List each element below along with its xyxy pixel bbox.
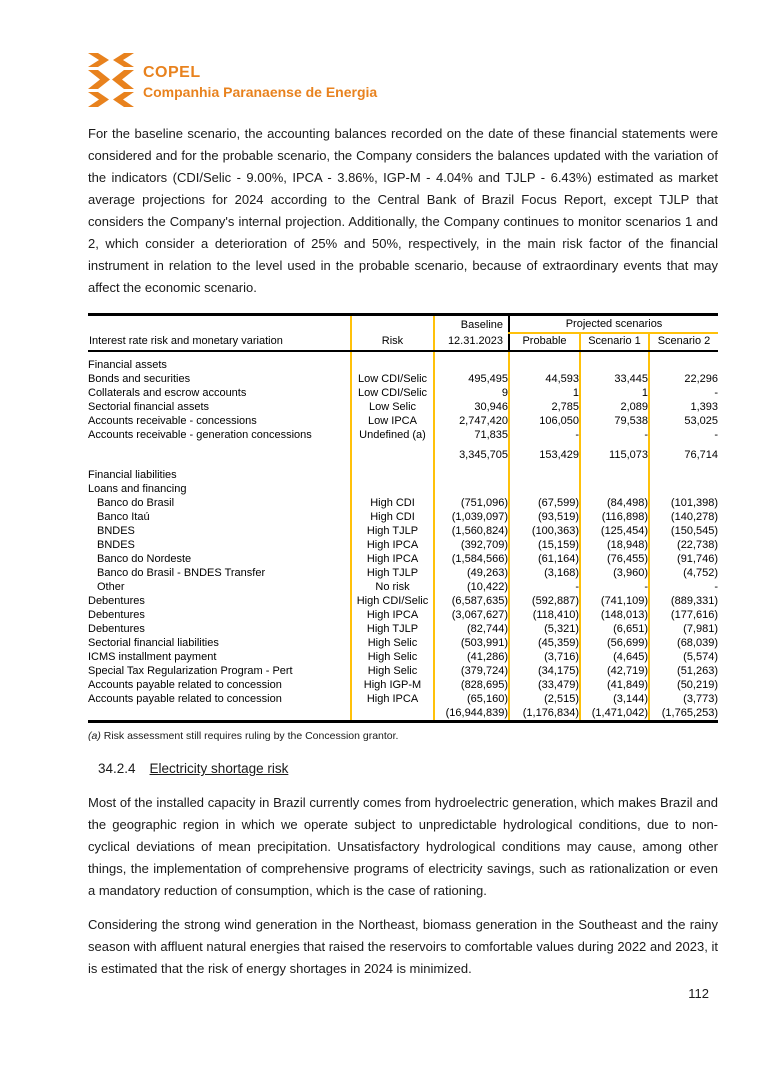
row-risk: Low IPCA xyxy=(351,414,434,428)
table-row xyxy=(88,706,718,722)
row-baseline-value xyxy=(434,462,509,482)
row-baseline-value: (503,991) xyxy=(434,636,509,650)
row-scenario1-value: (3,960) xyxy=(580,566,649,580)
row-baseline-value: (16,944,839) xyxy=(434,706,509,722)
row-label: Accounts payable related to concession xyxy=(88,693,282,705)
table-row xyxy=(88,650,718,664)
row-scenario1-value: 1 xyxy=(580,386,649,400)
row-scenario1-value: (18,948) xyxy=(580,538,649,552)
row-scenario1-value: (125,454) xyxy=(580,524,649,538)
row-probable-value: (61,164) xyxy=(509,552,580,566)
row-risk: Low CDI/Selic xyxy=(351,386,434,400)
table-row xyxy=(88,622,718,636)
row-risk xyxy=(351,351,434,372)
row-probable-value xyxy=(509,482,580,496)
row-label: Loans and financing xyxy=(88,483,187,495)
row-probable-value: (34,175) xyxy=(509,664,580,678)
row-scenario2-value: (101,398) xyxy=(649,496,718,510)
row-risk: High Selic xyxy=(351,636,434,650)
row-scenario2-value: (889,331) xyxy=(649,594,718,608)
row-scenario2-value: (177,616) xyxy=(649,608,718,622)
header-scenario-probable: Probable xyxy=(509,333,580,351)
row-probable-value: (45,359) xyxy=(509,636,580,650)
header-scenario-2: Scenario 2 xyxy=(649,333,718,351)
row-baseline-value: (1,584,566) xyxy=(434,552,509,566)
row-label: Collaterals and escrow accounts xyxy=(88,387,247,399)
row-baseline-value xyxy=(434,351,509,372)
row-probable-value: (118,410) xyxy=(509,608,580,622)
row-baseline-value: 71,835 xyxy=(434,428,509,442)
table-row xyxy=(88,428,718,442)
interest-rate-risk-table xyxy=(88,313,718,723)
row-probable-value: (3,168) xyxy=(509,566,580,580)
row-risk: High CDI/Selic xyxy=(351,594,434,608)
table-row xyxy=(88,594,718,608)
row-baseline-value: (3,067,627) xyxy=(434,608,509,622)
row-scenario1-value: (116,898) xyxy=(580,510,649,524)
row-scenario2-value xyxy=(649,482,718,496)
row-label: BNDES xyxy=(97,539,135,551)
row-label: Financial liabilities xyxy=(88,469,177,481)
table-row xyxy=(88,386,718,400)
copel-logo-icon xyxy=(88,53,134,112)
copel-logo-text xyxy=(143,65,377,100)
row-probable-value: 2,785 xyxy=(509,400,580,414)
copel-logo xyxy=(88,55,718,109)
row-baseline-value: (392,709) xyxy=(434,538,509,552)
row-scenario1-value xyxy=(580,462,649,482)
row-probable-value xyxy=(509,462,580,482)
table-header-row-1 xyxy=(88,315,718,334)
row-baseline-value: (6,587,635) xyxy=(434,594,509,608)
row-baseline-value: (1,560,824) xyxy=(434,524,509,538)
row-scenario2-value: - xyxy=(649,580,718,594)
row-probable-value: 106,050 xyxy=(509,414,580,428)
row-probable-value: (15,159) xyxy=(509,538,580,552)
row-risk xyxy=(351,706,434,722)
section-number: 34.2.4 xyxy=(98,761,136,776)
row-probable-value: (67,599) xyxy=(509,496,580,510)
row-scenario1-value: 115,073 xyxy=(580,442,649,462)
row-probable-value: (33,479) xyxy=(509,678,580,692)
row-scenario1-value: - xyxy=(580,580,649,594)
row-scenario1-value: (42,719) xyxy=(580,664,649,678)
table-row xyxy=(88,636,718,650)
table-row xyxy=(88,692,718,706)
row-risk xyxy=(351,462,434,482)
row-scenario2-value: 22,296 xyxy=(649,372,718,386)
row-risk: High IPCA xyxy=(351,538,434,552)
row-risk xyxy=(351,442,434,462)
row-baseline-value: (49,263) xyxy=(434,566,509,580)
table-row xyxy=(88,538,718,552)
row-probable-value: (3,716) xyxy=(509,650,580,664)
row-label: Banco do Nordeste xyxy=(97,553,192,565)
section-title: Electricity shortage risk xyxy=(149,761,289,776)
table-row xyxy=(88,351,718,372)
table-row xyxy=(88,414,718,428)
row-scenario2-value: (4,752) xyxy=(649,566,718,580)
row-label: Accounts receivable - generation concessions xyxy=(88,429,312,441)
row-probable-value: (2,515) xyxy=(509,692,580,706)
row-risk: High CDI xyxy=(351,496,434,510)
row-baseline-value: 495,495 xyxy=(434,372,509,386)
row-risk: High IPCA xyxy=(351,608,434,622)
row-scenario2-value: (140,278) xyxy=(649,510,718,524)
row-label: BNDES xyxy=(97,525,135,537)
row-probable-value: - xyxy=(509,580,580,594)
shortage-paragraph-2: Considering the strong wind generation in the Northeast, biomass generation in the Southeast and the rainy season with affluent natural energies that raised the reservoirs to comfortable values during 2022 and 2023, it is estimated that the risk of energy shortages in 2024 is minimized. xyxy=(88,917,718,976)
table-row xyxy=(88,608,718,622)
row-scenario1-value: (741,109) xyxy=(580,594,649,608)
row-label: Accounts payable related to concession xyxy=(88,679,282,691)
row-scenario2-value: (50,219) xyxy=(649,678,718,692)
row-scenario1-value: (1,471,042) xyxy=(580,706,649,722)
row-probable-value: (1,176,834) xyxy=(509,706,580,722)
table-header xyxy=(88,315,718,352)
row-risk: High TJLP xyxy=(351,566,434,580)
row-scenario2-value: (150,545) xyxy=(649,524,718,538)
row-scenario2-value: (5,574) xyxy=(649,650,718,664)
intro-paragraph: For the baseline scenario, the accounting balances recorded on the date of these financial statements were considered and for the probable scenario, the Company considers the balances updated with the variation of the indicators (CDI/Selic - 9.00%, IPCA - 3.86%, IGP-M - 4.04% and TJLP - 6.43%) estimated as market average projections for 2024 according to the Central Bank of Brazil Focus Report, except TJLP that considers the Company's internal projection. Additionally, the Company continues to monitor scenarios 1 and 2, which consider a deterioration of 25% and 50%, respectively, in the main risk factor of the financial instrument in relation to the level used in the probable scenario, because of extraordinary events that may affect the economic scenario. xyxy=(88,126,718,295)
row-risk: High Selic xyxy=(351,664,434,678)
row-baseline-value: (1,039,097) xyxy=(434,510,509,524)
row-label: Banco Itaú xyxy=(97,511,150,523)
row-scenario1-value: (76,455) xyxy=(580,552,649,566)
row-scenario2-value: (22,738) xyxy=(649,538,718,552)
row-label: Debentures xyxy=(88,609,145,621)
row-scenario1-value xyxy=(580,351,649,372)
row-scenario2-value: (68,039) xyxy=(649,636,718,650)
row-scenario1-value: (84,498) xyxy=(580,496,649,510)
table-header-row-2 xyxy=(88,333,718,351)
row-probable-value: 153,429 xyxy=(509,442,580,462)
footnote-text: Risk assessment still requires ruling by the Concession grantor. xyxy=(100,730,399,742)
row-baseline-value: (82,744) xyxy=(434,622,509,636)
row-probable-value: 1 xyxy=(509,386,580,400)
row-scenario1-value: - xyxy=(580,428,649,442)
row-label: ICMS installment payment xyxy=(88,651,217,663)
row-scenario1-value: (41,849) xyxy=(580,678,649,692)
row-scenario1-value: 33,445 xyxy=(580,372,649,386)
table-row xyxy=(88,678,718,692)
row-baseline-value xyxy=(434,482,509,496)
row-risk xyxy=(351,482,434,496)
row-risk: High TJLP xyxy=(351,622,434,636)
row-risk: Low CDI/Selic xyxy=(351,372,434,386)
row-scenario2-value xyxy=(649,351,718,372)
table-row xyxy=(88,372,718,386)
row-baseline-value: (65,160) xyxy=(434,692,509,706)
row-baseline-value: (379,724) xyxy=(434,664,509,678)
row-label: Sectorial financial assets xyxy=(88,401,210,413)
shortage-paragraph-1: Most of the installed capacity in Brazil currently comes from hydroelectric generation, which makes Brazil and the geographic region in which we operate subject to unpredictable hydrological conditions, due to non-cyclical deviations of mean precipitation. Unsatisfactory hydrological conditions may cause, among other things, the implementation of comprehensive programs of electricity savings, such as rationalization or even a mandatory reduction of consumption, which is the case of rationing. xyxy=(88,795,718,898)
section-heading xyxy=(98,761,718,776)
header-empty xyxy=(88,315,351,334)
row-label: Sectorial financial liabilities xyxy=(88,637,219,649)
row-baseline-value: 30,946 xyxy=(434,400,509,414)
row-risk: Undefined (a) xyxy=(351,428,434,442)
table-row xyxy=(88,462,718,482)
row-baseline-value: (10,422) xyxy=(434,580,509,594)
row-baseline-value: 2,747,420 xyxy=(434,414,509,428)
row-scenario1-value: (56,699) xyxy=(580,636,649,650)
row-baseline-value: 9 xyxy=(434,386,509,400)
row-label: Debentures xyxy=(88,595,145,607)
copel-logo-title: COPEL xyxy=(143,63,201,81)
header-baseline-date: 12.31.2023 xyxy=(434,333,509,351)
row-scenario1-value: (148,013) xyxy=(580,608,649,622)
header-row-label: Interest rate risk and monetary variation xyxy=(88,333,351,351)
row-scenario2-value: - xyxy=(649,428,718,442)
row-scenario1-value: (3,144) xyxy=(580,692,649,706)
row-scenario2-value: (91,746) xyxy=(649,552,718,566)
row-label: Banco do Brasil xyxy=(97,497,175,509)
row-risk: High TJLP xyxy=(351,524,434,538)
row-scenario2-value: (7,981) xyxy=(649,622,718,636)
row-risk: High IPCA xyxy=(351,692,434,706)
table-body xyxy=(88,351,718,722)
row-scenario2-value xyxy=(649,462,718,482)
row-risk: High Selic xyxy=(351,650,434,664)
row-label xyxy=(88,442,351,462)
row-baseline-value: 3,345,705 xyxy=(434,442,509,462)
row-risk: High IPCA xyxy=(351,552,434,566)
row-scenario2-value: 53,025 xyxy=(649,414,718,428)
row-probable-value: (93,519) xyxy=(509,510,580,524)
table-row xyxy=(88,580,718,594)
row-probable-value xyxy=(509,351,580,372)
row-scenario2-value: 76,714 xyxy=(649,442,718,462)
table-row xyxy=(88,552,718,566)
table-row xyxy=(88,524,718,538)
row-label: Bonds and securities xyxy=(88,373,191,385)
table-row xyxy=(88,566,718,580)
row-probable-value: 44,593 xyxy=(509,372,580,386)
row-label: Banco do Brasil - BNDES Transfer xyxy=(97,567,266,579)
row-scenario1-value: 79,538 xyxy=(580,414,649,428)
table-row xyxy=(88,482,718,496)
header-empty xyxy=(351,315,434,334)
page-number: 112 xyxy=(688,986,709,1001)
row-probable-value: (592,887) xyxy=(509,594,580,608)
row-probable-value: (5,321) xyxy=(509,622,580,636)
row-probable-value: - xyxy=(509,428,580,442)
row-baseline-value: (41,286) xyxy=(434,650,509,664)
row-baseline-value: (751,096) xyxy=(434,496,509,510)
footnote xyxy=(88,730,718,743)
row-risk: High IGP-M xyxy=(351,678,434,692)
table-row xyxy=(88,400,718,414)
row-scenario2-value: (3,773) xyxy=(649,692,718,706)
copel-logo-subtitle: Companhia Paranaense de Energia xyxy=(143,83,378,100)
row-scenario2-value: 1,393 xyxy=(649,400,718,414)
row-label: Accounts receivable - concessions xyxy=(88,415,257,427)
table-row xyxy=(88,510,718,524)
row-scenario1-value xyxy=(580,482,649,496)
row-risk: High CDI xyxy=(351,510,434,524)
header-scenario-1: Scenario 1 xyxy=(580,333,649,351)
header-risk: Risk xyxy=(351,333,434,351)
row-probable-value: (100,363) xyxy=(509,524,580,538)
row-label: Special Tax Regularization Program - Pert xyxy=(88,665,293,677)
row-scenario1-value: (4,645) xyxy=(580,650,649,664)
footnote-marker: (a) xyxy=(88,730,101,742)
row-scenario2-value: (1,765,253) xyxy=(649,706,718,722)
row-baseline-value: (828,695) xyxy=(434,678,509,692)
row-label: Debentures xyxy=(88,623,145,635)
row-label: Other xyxy=(97,581,125,593)
table-row xyxy=(88,664,718,678)
row-label xyxy=(88,706,351,722)
row-scenario1-value: (6,651) xyxy=(580,622,649,636)
header-projected-scenarios: Projected scenarios xyxy=(509,315,718,334)
row-risk: No risk xyxy=(351,580,434,594)
row-scenario2-value: - xyxy=(649,386,718,400)
row-label: Financial assets xyxy=(88,359,167,371)
header-baseline-label: Baseline xyxy=(434,315,509,334)
row-risk: Low Selic xyxy=(351,400,434,414)
table-row xyxy=(88,496,718,510)
table-row xyxy=(88,442,718,462)
row-scenario2-value: (51,263) xyxy=(649,664,718,678)
row-scenario1-value: 2,089 xyxy=(580,400,649,414)
